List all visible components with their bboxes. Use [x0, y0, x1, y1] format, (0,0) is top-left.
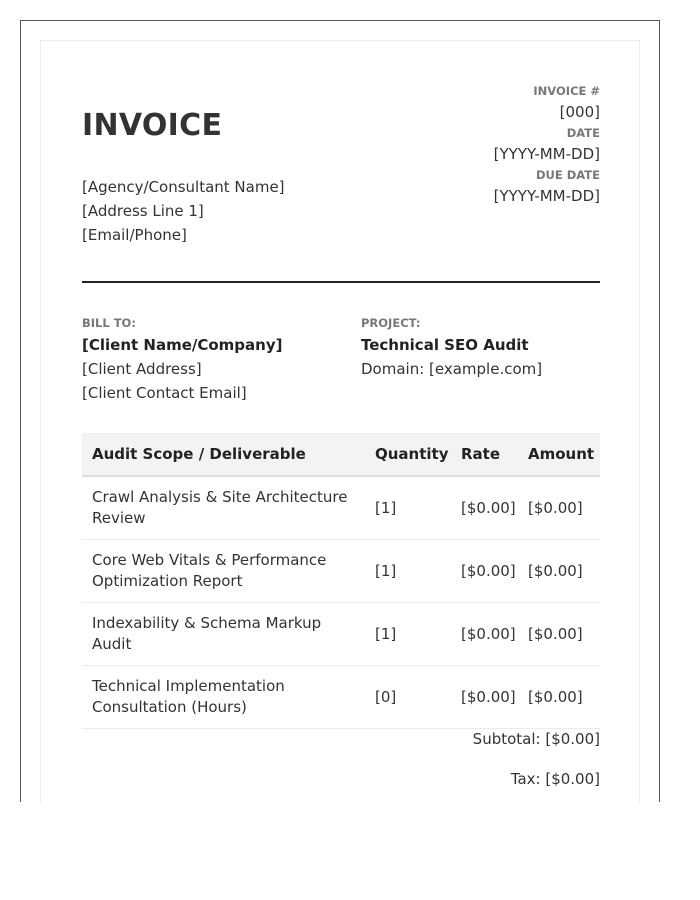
quantity-cell: [1]	[365, 603, 451, 666]
rate-cell: [$0.00]	[451, 603, 518, 666]
client-name: [Client Name/Company]	[82, 336, 283, 354]
project-name: Technical SEO Audit	[361, 336, 529, 354]
bill-to-block	[82, 315, 342, 405]
date-label: DATE	[566, 126, 600, 140]
table-row	[82, 603, 600, 666]
quantity-cell: [1]	[365, 476, 451, 540]
due-date-label: DUE DATE	[536, 168, 600, 182]
amount-cell: [$0.00]	[518, 603, 600, 666]
column-header-rate: Rate	[451, 433, 518, 476]
deliverable-cell: Core Web Vitals & Performance Optimization Report	[82, 540, 365, 603]
bill-to-label: BILL TO:	[82, 316, 136, 330]
due-date-value: [YYYY-MM-DD]	[493, 187, 600, 205]
column-header-amount: Amount	[518, 433, 600, 476]
deliverable-cell: Crawl Analysis & Site Architecture Review	[82, 476, 365, 540]
table-row	[82, 540, 600, 603]
header-divider	[82, 281, 600, 283]
tax: Tax: [$0.00]	[510, 770, 600, 788]
project-domain: Domain: [example.com]	[361, 360, 543, 378]
client-email: [Client Contact Email]	[82, 384, 247, 402]
sender-address: [Address Line 1]	[82, 202, 204, 220]
column-header-deliverable: Audit Scope / Deliverable	[82, 433, 365, 476]
project-block	[361, 315, 601, 381]
client-address: [Client Address]	[82, 360, 202, 378]
sender-name: [Agency/Consultant Name]	[82, 178, 285, 196]
project-label: PROJECT:	[361, 316, 421, 330]
table-row	[82, 666, 600, 729]
deliverable-cell: Indexability & Schema Markup Audit	[82, 603, 365, 666]
invoice-number-label: INVOICE #	[533, 84, 600, 98]
invoice-title: INVOICE	[82, 108, 223, 143]
rate-cell: [$0.00]	[451, 476, 518, 540]
column-header-quantity: Quantity	[365, 433, 451, 476]
rate-cell: [$0.00]	[451, 540, 518, 603]
sender-block	[82, 175, 285, 247]
quantity-cell: [1]	[365, 540, 451, 603]
date-value: [YYYY-MM-DD]	[493, 145, 600, 163]
line-items-table	[82, 433, 600, 729]
subtotal: Subtotal: [$0.00]	[472, 730, 600, 748]
sender-contact: [Email/Phone]	[82, 226, 187, 244]
table-header-row	[82, 433, 600, 476]
amount-cell: [$0.00]	[518, 666, 600, 729]
rate-cell: [$0.00]	[451, 666, 518, 729]
invoice-number-value: [000]	[559, 103, 600, 121]
table-row	[82, 476, 600, 540]
quantity-cell: [0]	[365, 666, 451, 729]
invoice-meta	[494, 83, 600, 209]
deliverable-cell: Technical Implementation Consultation (Hours)	[82, 666, 365, 729]
amount-cell: [$0.00]	[518, 476, 600, 540]
amount-cell: [$0.00]	[518, 540, 600, 603]
